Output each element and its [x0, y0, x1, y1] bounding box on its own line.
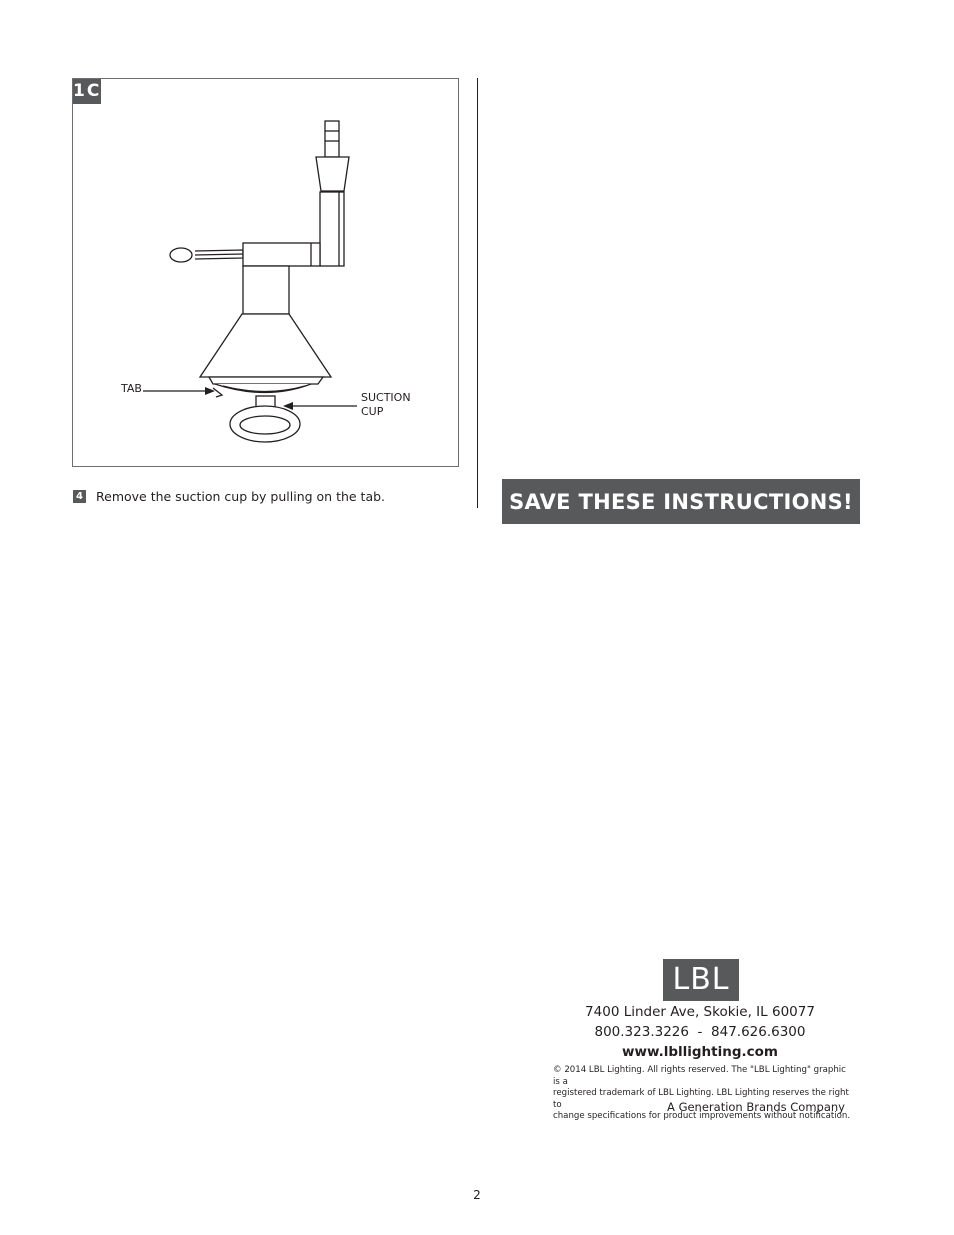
figure-label: 1C	[73, 79, 103, 106]
legal-line: change specifications for product improvements without notification.	[553, 1111, 851, 1121]
suction-cup-callout	[361, 391, 411, 419]
page-number: 2	[473, 1188, 481, 1202]
step-4	[73, 488, 385, 504]
website-link[interactable]: www.lbllighting.com	[622, 1044, 778, 1060]
company-tagline: A Generation Brands Company	[667, 1100, 845, 1114]
legal-line: © 2014 LBL Lighting. All rights reserved. The "LBL Lighting" graphic is a	[553, 1065, 846, 1087]
step-text: Remove the suction cup by pulling on the tab.	[96, 489, 386, 504]
tab-callout: TAB	[121, 382, 142, 395]
lbl-logo: LBL	[663, 959, 739, 1001]
step-number-badge: 4	[73, 490, 86, 503]
suction-cup-callout-line1: SUCTION	[361, 391, 411, 404]
figure-1c	[72, 78, 459, 467]
column-divider	[477, 78, 478, 508]
legal-line: registered trademark of LBL Lighting. LBL Lighting reserves the right to	[553, 1088, 849, 1110]
suction-cup-callout-line2: CUP	[361, 405, 384, 418]
phone-numbers: 800.323.3226 - 847.626.6300	[594, 1024, 806, 1040]
save-instructions-banner: SAVE THESE INSTRUCTIONS!	[502, 479, 860, 524]
address: 7400 Linder Ave, Skokie, IL 60077	[585, 1004, 815, 1020]
